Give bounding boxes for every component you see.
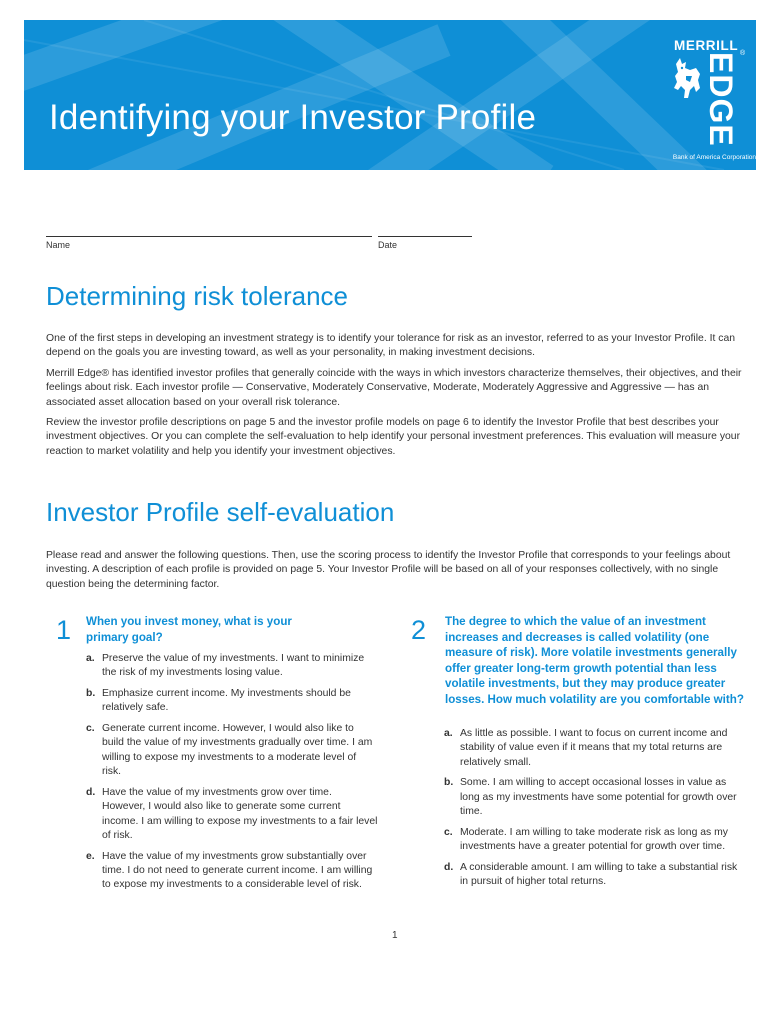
risk-paragraph-3: Review the investor profile descriptions on page 5 and the investor profile models on page 6 to identify the Investor Profile that best describes your investment objectives. Or you can complete the self-evaluation to help identify your personal investment preferences. This evaluation will measure your reaction to market volatility and help you identify your investment objectives. xyxy=(46,417,741,457)
option-text: Generate current income. However, I would also like to build the value of my investments gradually over time. I am willing to expose my investments to a moderate level of risk. xyxy=(102,723,373,778)
page-number: 1 xyxy=(392,930,398,941)
date-label: Date xyxy=(378,240,398,250)
answer-option[interactable] xyxy=(444,826,744,855)
option-letter: c. xyxy=(86,723,95,734)
option-letter: b. xyxy=(444,777,454,789)
answer-option[interactable] xyxy=(86,687,378,716)
header-banner xyxy=(24,20,756,170)
risk-paragraph-2: Merrill Edge® has identified investor profiles that generally coincide with the ways in which investors characterize themselves, their objectives, and their feelings about risk. Each investor profile — Conservative, Moderately Conservative, Moderate, Moderately Aggressive and Aggressive — has an associated asset allocation based on your overall risk tolerance. xyxy=(46,368,742,408)
option-text: Emphasize current income. My investments should be relatively safe. xyxy=(102,688,351,714)
option-text: Preserve the value of my investments. I want to minimize the risk of my investments losing value. xyxy=(102,653,365,679)
merrill-edge-logo xyxy=(666,34,756,164)
name-field-line[interactable] xyxy=(46,236,372,237)
page-title: Identifying your Investor Profile xyxy=(49,98,537,137)
option-letter: c. xyxy=(444,826,453,838)
answer-option[interactable] xyxy=(86,652,378,681)
option-letter: b. xyxy=(86,688,96,699)
section-heading-risk-tolerance: Determining risk tolerance xyxy=(46,281,349,311)
option-text: Some. I am willing to accept occasional losses in value as long as my investments have some potential for growth over time. xyxy=(460,777,737,818)
answer-option[interactable] xyxy=(86,722,378,780)
date-field-line[interactable] xyxy=(378,236,472,237)
bull-icon xyxy=(672,56,702,100)
answer-option[interactable] xyxy=(86,850,378,893)
answer-options-list xyxy=(86,652,378,899)
answer-options-list xyxy=(444,727,744,896)
question-text: The degree to which the value of an investment increases and decreases is called volatility (one measure of risk). More volatile investments generally offer greater long-term growth potential than less volatile investments, but they may produce greater losses. How much volatility are you comfortable with? xyxy=(445,615,744,706)
option-text: Have the value of my investments grow over time. However, I would also like to generate some current income. I am willing to expose my investments to a fair level of risk. xyxy=(102,786,378,842)
question-number: 1 xyxy=(56,615,72,645)
answer-option[interactable] xyxy=(86,786,378,844)
option-letter: d. xyxy=(444,861,454,873)
name-label: Name xyxy=(46,240,71,250)
option-text: Moderate. I am willing to take moderate risk as long as my investments have a greater potential for growth over time. xyxy=(460,826,728,853)
option-text: Have the value of my investments grow substantially over time. I do not need to generate current income. I am willing to expose my investments to a considerable level of risk. xyxy=(102,850,373,891)
option-letter: e. xyxy=(86,850,95,862)
logo-registered-mark: ® xyxy=(740,50,746,57)
self-evaluation-intro: Please read and answer the following questions. Then, use the scoring process to identify the Investor Profile that corresponds to your feelings about investing. A description of each profile is provided on page 5. Your Investor Profile will be based on all of your responses collectively, with no single question being the determining factor. xyxy=(46,550,731,590)
answer-option[interactable] xyxy=(444,776,744,819)
logo-edge-wrap xyxy=(703,52,739,147)
risk-paragraph-1: One of the first steps in developing an investment strategy is to identify your tolerance for risk as an investor, referred to as your Investor Profile. It can depend on the goals you are investing toward, as well as your personality, in making investment decisions. xyxy=(46,333,736,359)
answer-option[interactable] xyxy=(444,861,744,890)
question-text: When you invest money, what is your primary goal? xyxy=(86,615,292,644)
option-letter: d. xyxy=(86,786,96,798)
option-letter: a. xyxy=(86,653,95,664)
banner-pattern xyxy=(24,20,756,170)
answer-option[interactable] xyxy=(444,727,744,770)
option-letter: a. xyxy=(444,728,453,739)
question-number: 2 xyxy=(411,615,427,645)
logo-edge-text: EDGE xyxy=(703,52,739,147)
option-text: A considerable amount. I am willing to take a substantial risk in pursuit of higher total returns. xyxy=(460,861,738,888)
logo-bank-text: Bank of America Corporation xyxy=(672,154,756,161)
logo-merrill-text: MERRILL xyxy=(674,38,739,53)
option-text: As little as possible. I want to focus on current income and stability of value even if it means that my total returns are relatively small. xyxy=(460,728,728,768)
section-heading-self-evaluation: Investor Profile self-evaluation xyxy=(46,497,395,527)
